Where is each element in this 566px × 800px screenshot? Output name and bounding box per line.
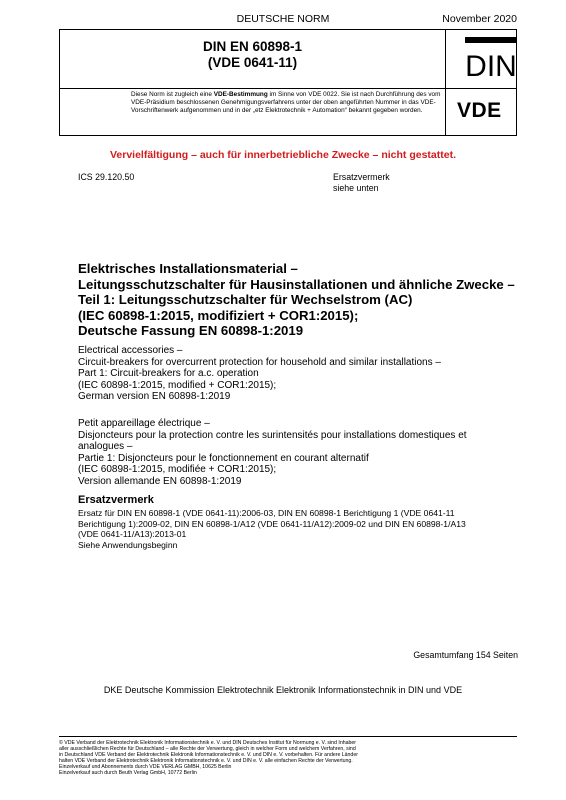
- title-box: [59, 29, 517, 89]
- norm-type-label: DEUTSCHE NORM: [236, 13, 330, 25]
- ersatz-body: Ersatz für DIN EN 60898-1 (VDE 0641-11):2006-03, DIN EN 60898-1 Berichtigung 1 (VDE 0641-11 Berichtigung 1):2009-02, DIN EN 60898-1/A12 (VDE 0641-11/A12):2009-02 und DIN EN 60898-1/A13 (VDE 0641-11/A13):2013-01 Siehe Anwendungsbeginn: [78, 508, 466, 550]
- din-logo-text: DIN: [465, 50, 517, 83]
- footer-divider: [59, 736, 517, 737]
- din-logo: [460, 35, 522, 90]
- document-number: [60, 39, 445, 71]
- copy-warning: Vervielfältigung – auch für innerbetriebliche Zwecke – nicht gestattet.: [109, 149, 456, 161]
- replacement-note: Ersatzvermerk siehe unten: [333, 172, 390, 193]
- vde-logo: VDE: [457, 99, 502, 122]
- publication-date: November 2020: [442, 13, 517, 25]
- title-french: Petit appareillage électrique – Disjoncteurs pour la protection contre les surintensités pour installations domestiques et analogues – Partie 1: Disjoncteurs pour le fonctionnement en courant alternatif (IEC 60898-1:2015, modifiée + COR1:2015); Version allemande EN 60898-1:2019: [78, 418, 467, 487]
- copyright-footer: © VDE Verband der Elektrotechnik Elektronik Informationstechnik e. V. und DIN Deutsches Institut für Normung e. V. sind Inhaber aller ausschließlichen Rechte für Deutschland – alle Rechte der Verwertung, gleich in welcher Form und welchem Verfahren, sind in Deutschland VDE Verband der Elektrotechnik Elektronik Informationstechnik e. V. und DIN e. V. vorbehalten. Für andere Länder halten VDE Verband der Elektrotechnik Elektronik Informationstechnik e. V. und DIN e. V. alle einfachen Rechte der Verwertung. Einzelverkauf und Abonnements durch VDE VERLAG GMBH, 10625 Berlin Einzelverkauf auch durch Beuth Verlag GmbH, 10772 Berlin: [59, 740, 358, 777]
- ersatz-heading: Ersatzvermerk: [78, 494, 154, 506]
- document-number-vde: (VDE 0641-11): [207, 55, 298, 70]
- title-box-divider: [445, 30, 446, 88]
- vde-notice-text: Diese Norm ist zugleich eine VDE-Bestimmung im Sinne von VDE 0022. Sie ist nach Durchführung des vom VDE-Präsidium beschlossenen Genehmigungsverfahrens unter der oben angeführten Nummer in das VDE-Vorschriftenwerk aufgenommen und in der „etz Elektrotechnik + Automation“ bekannt gegeben worden.: [131, 91, 441, 114]
- ics-code: ICS 29.120.50: [78, 172, 135, 182]
- total-pages: Gesamtumfang 154 Seiten: [413, 650, 518, 660]
- notice-box-divider: [445, 88, 446, 135]
- notice-box: [59, 88, 517, 136]
- document-number-din: DIN EN 60898-1: [202, 39, 303, 54]
- title-english: Electrical accessories – Circuit-breakers for overcurrent protection for household and similar installations – Part 1: Circuit-breakers for a.c. operation (IEC 60898-1:2015, modified + COR1:2015); German version EN 60898-1:2019: [78, 345, 441, 402]
- dke-line: DKE Deutsche Kommission Elektrotechnik Elektronik Informationstechnik in DIN und VDE: [103, 685, 463, 695]
- title-german: Elektrisches Installationsmaterial – Leitungsschutzschalter für Hausinstallationen und ähnliche Zwecke – Teil 1: Leitungsschutzschalter für Wechselstrom (AC) (IEC 60898-1:2015, modifiziert + COR1:2015); Deutsche Fassung EN 60898-1:2019: [78, 261, 515, 338]
